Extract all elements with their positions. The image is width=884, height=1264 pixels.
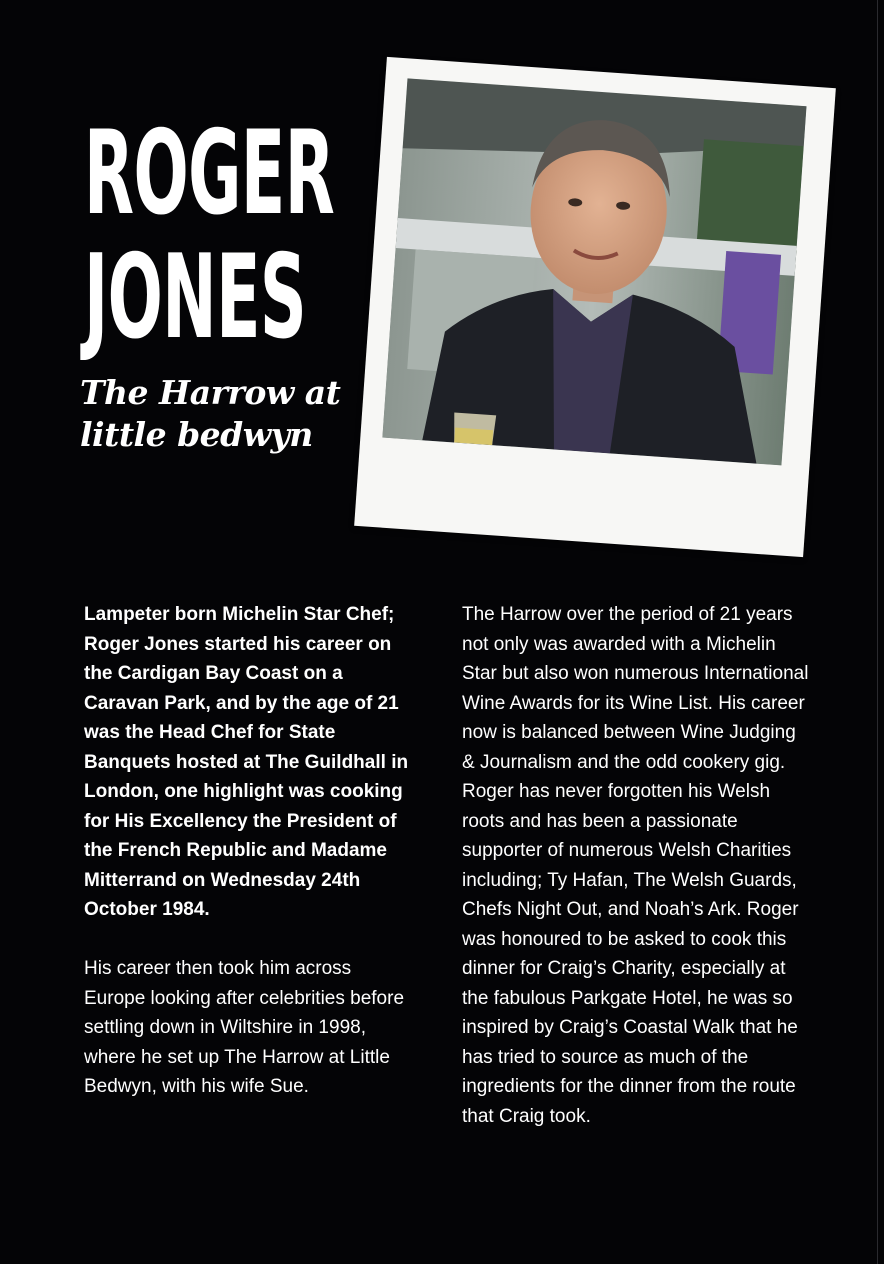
- restaurant-subtitle: [80, 372, 340, 456]
- biography-right-paragraph: The Harrow over the period of 21 years not only was awarded with a Michelin Star but also won numerous International Wine Awards for its Wine List. His career now is balanced between Wine Judging & Journalism and the odd cookery gig. Roger has never forgotten his Welsh roots and has been a passionate supporter of numerous Welsh Charities including; Ty Hafan, The Welsh Guards, Chefs Night Out, and Noah’s Ark. Roger was honoured to be asked to cook this dinner for Craig’s Charity, especially at the fabulous Parkgate Hotel, he was so inspired by Craig’s Coastal Walk that he has tried to source as much of the ingredients for the dinner from the route that Craig took.: [462, 604, 809, 1127]
- trees: [696, 139, 803, 256]
- wine: [454, 428, 493, 446]
- chef-name-first: ROGER: [84, 106, 335, 241]
- subtitle-line-1: The Harrow at: [80, 373, 341, 412]
- page-edge-line: [877, 0, 878, 1264]
- chef-name-last: JONES: [84, 230, 307, 365]
- chef-portrait-photo: [382, 78, 806, 465]
- subtitle-line-2: little bedwyn: [80, 415, 313, 454]
- chef-name: [84, 106, 335, 365]
- biography-left-column: [84, 600, 414, 1102]
- portrait-illustration: [382, 78, 806, 465]
- biography-right-column: [462, 600, 810, 1131]
- biography-lead-paragraph: Lampeter born Michelin Star Chef; Roger Jones started his career on the Cardigan Bay Coast on a Caravan Park, and by the age of 21 was the Head Chef for State Banquets hosted at The Guildhall in London, one highlight was cooking for His Excellency the President of the French Republic and Madame Mitterrand on Wednesday 24th October 1984.: [84, 604, 409, 920]
- polaroid-frame: [354, 57, 836, 557]
- biography-second-paragraph: His career then took him across Europe looking after celebrities before settling down in Wiltshire in 1998, where he set up The Harrow at Little Bedwyn, with his wife Sue.: [84, 958, 405, 1097]
